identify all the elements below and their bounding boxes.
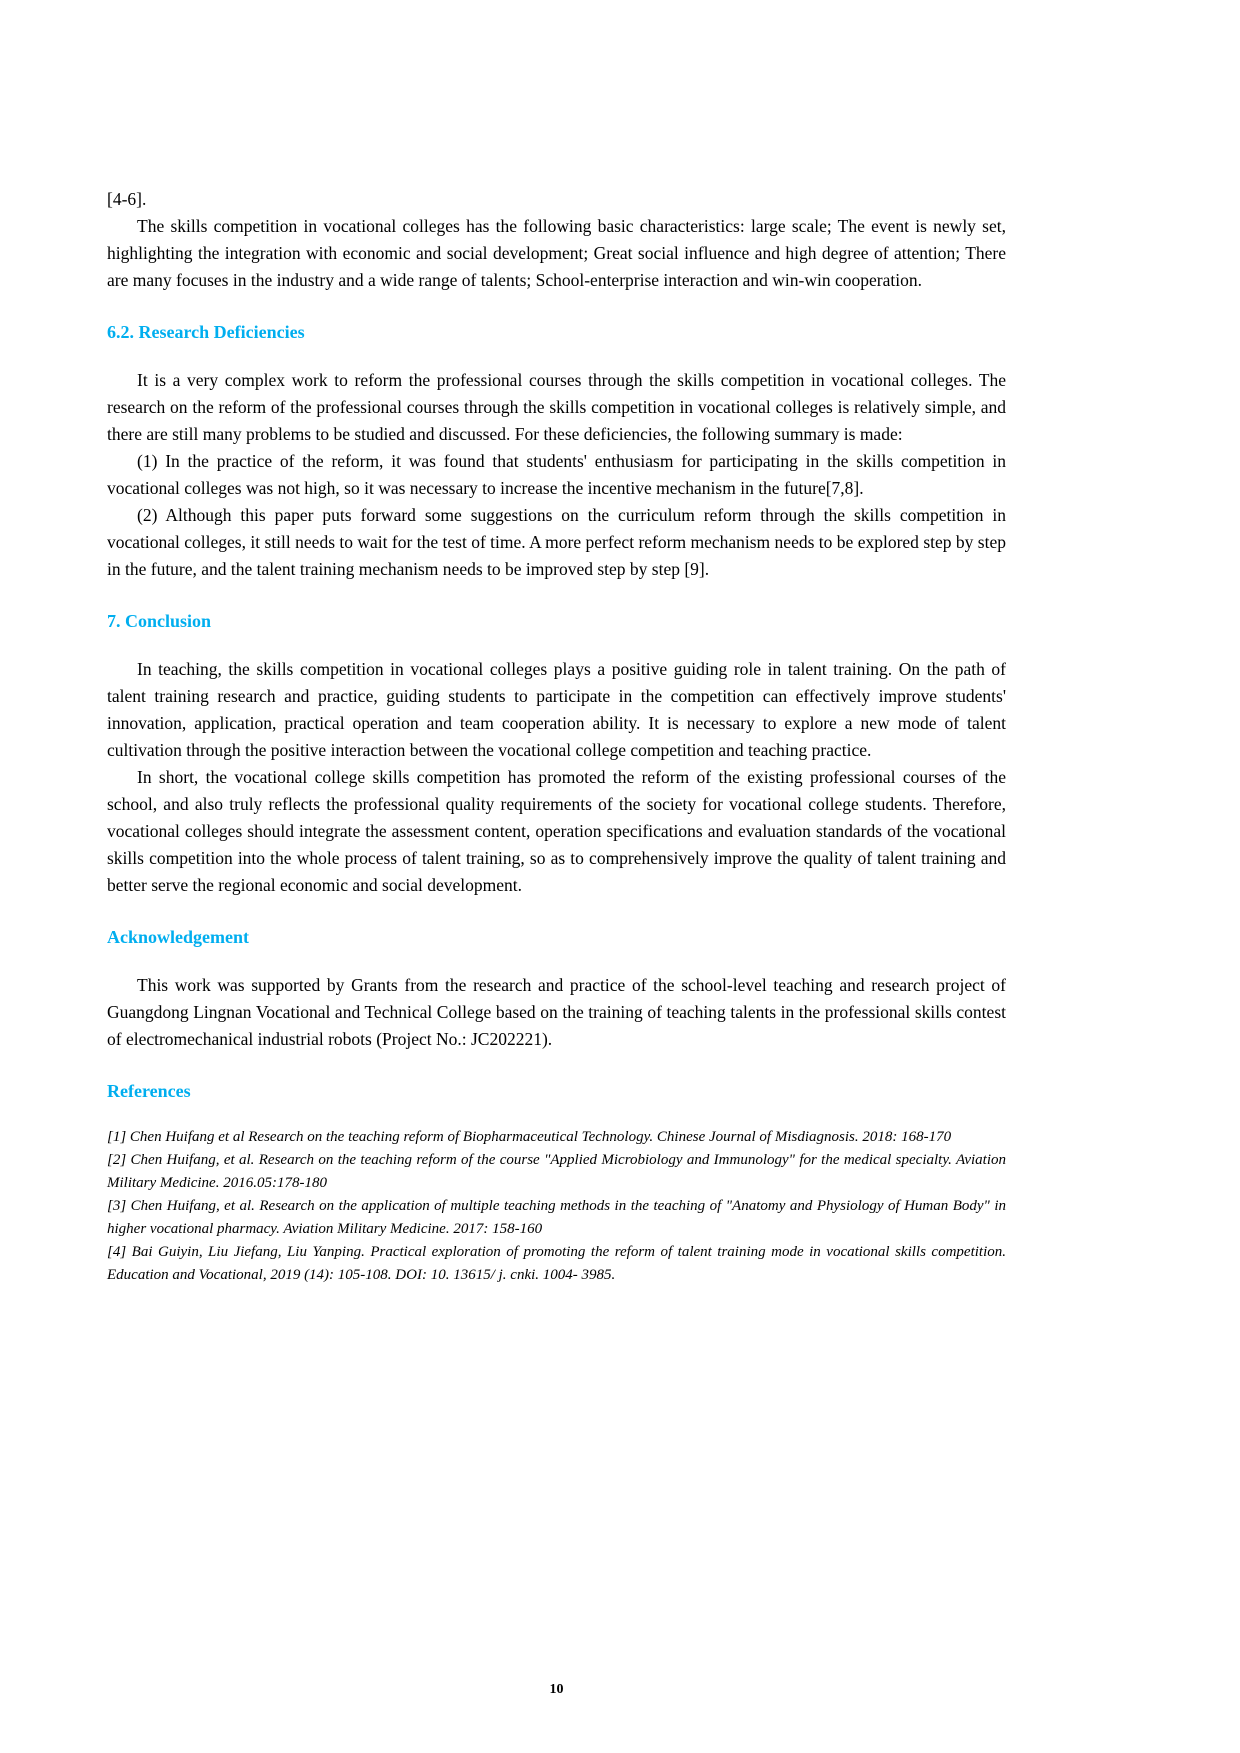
paragraph: It is a very complex work to reform the professional courses through the skills competition in vocational colleges. The research on the reform of the professional courses through the skills competition in vocational colleges is relatively simple, and there are still many problems to be studied and discussed. For these deficiencies, the following summary is made: (107, 370, 1006, 444)
reference-item: [4] Bai Guiyin, Liu Jiefang, Liu Yanping. Practical exploration of promoting the reform of talent training mode in vocational skills competition. Education and Vocational, 2019 (14): 105-108. DOI: 10. 13615/ j. cnki. 1004- 3985. (107, 1244, 1006, 1283)
page-content (107, 186, 1006, 1287)
section-heading-acknowledgement: Acknowledgement (107, 927, 249, 947)
reference-item: [2] Chen Huifang, et al. Research on the teaching reform of the course "Applied Microbiology and Immunology" for the medical specialty. Aviation Military Medicine. 2016.05:178-180 (107, 1152, 1006, 1191)
paragraph: (2) Although this paper puts forward some suggestions on the curriculum reform through the skills competition in vocational colleges, it still needs to wait for the test of time. A more perfect reform mechanism needs to be explored step by step in the future, and the talent training mechanism needs to be improved step by step [9]. (107, 505, 1006, 579)
section-heading-conclusion: 7. Conclusion (107, 611, 212, 631)
reference-item: [3] Chen Huifang, et al. Research on the application of multiple teaching methods in the teaching of "Anatomy and Physiology of Human Body" in higher vocational pharmacy. Aviation Military Medicine. 2017: 158-160 (107, 1198, 1006, 1237)
reference-item: [1] Chen Huifang et al Research on the teaching reform of Biopharmaceutical Technology. Chinese Journal of Misdiagnosis. 2018: 168-170 (107, 1129, 952, 1145)
continuation-citation-text: [4-6]. (107, 189, 147, 209)
section-heading-references: References (107, 1081, 191, 1101)
paragraph: (1) In the practice of the reform, it was found that students' enthusiasm for participating in the skills competition in vocational colleges was not high, so it was necessary to increase the incentive mechanism in the future[7,8]. (107, 451, 1006, 498)
paragraph: In short, the vocational college skills competition has promoted the reform of the existing professional courses of the school, and also truly reflects the professional quality requirements of the society for vocational college students. Therefore, vocational colleges should integrate the assessment content, operation specifications and evaluation standards of the vocational skills competition into the whole process of talent training, so as to comprehensively improve the quality of talent training and better serve the regional economic and social development. (107, 767, 1006, 895)
paragraph: This work was supported by Grants from the research and practice of the school-level teaching and research project of Guangdong Lingnan Vocational and Technical College based on the training of teaching talents in the professional skills contest of electromechanical industrial robots (Project No.: JC202221). (107, 975, 1006, 1049)
section-heading-research-deficiencies: 6.2. Research Deficiencies (107, 322, 305, 342)
paragraph: In teaching, the skills competition in vocational colleges plays a positive guiding role in talent training. On the path of talent training research and practice, guiding students to participate in the competition can effectively improve students' innovation, application, practical operation and team cooperation ability. It is necessary to explore a new mode of talent cultivation through the positive interaction between the vocational college competition and teaching practice. (107, 659, 1006, 760)
paragraph-characteristics: The skills competition in vocational colleges has the following basic characteristics: large scale; The event is newly set, highlighting the integration with economic and social development; Great social influence and high degree of attention; There are many focuses in the industry and a wide range of talents; School-enterprise interaction and win-win cooperation. (107, 216, 1006, 290)
page-number: 10 (549, 1682, 564, 1697)
